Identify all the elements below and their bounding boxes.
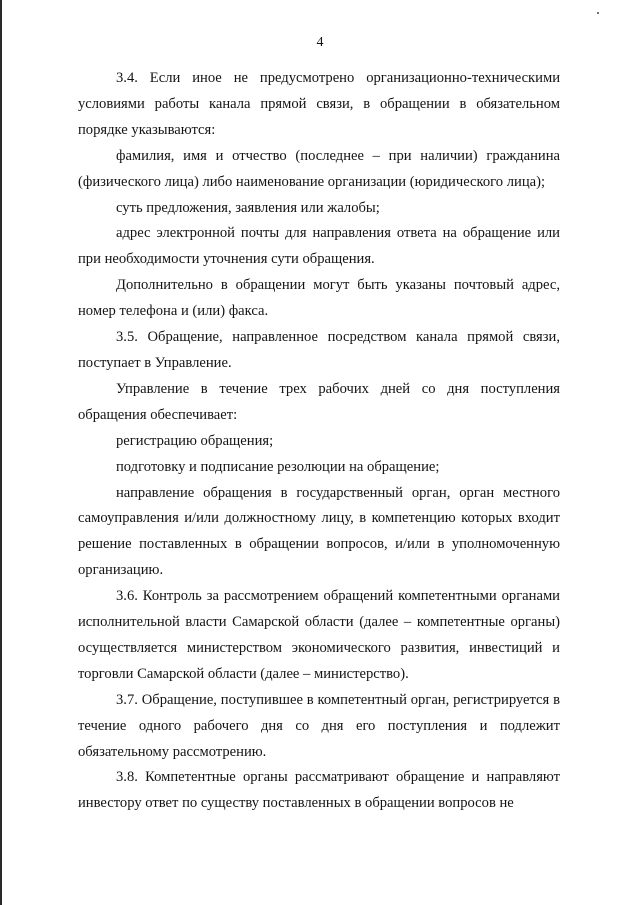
- paragraph-3-5: 3.5. Обращение, направленное посредством канала прямой связи, поступает в Управление.: [78, 329, 560, 371]
- page-number: 4: [316, 35, 324, 50]
- paragraph-resolution: подготовку и подписание резолюции на обращение;: [116, 458, 440, 475]
- paragraph-direction: направление обращения в государственный орган, орган местного самоуправления и/или должностному лицу, в компетенцию которых входит решение поставленных в обращении вопросов, и/или в уполномоченную организацию.: [78, 484, 560, 579]
- paragraph-3-4: 3.4. Если иное не предусмотрено организационно-техническими условиями работы канала прямой связи, в обращении в обязательном порядке указываются:: [78, 70, 560, 138]
- document-body: [78, 66, 560, 817]
- paragraph-email: адрес электронной почты для направления ответа на обращение или при необходимости уточнения сути обращения.: [78, 225, 560, 268]
- paragraph-additional: Дополнительно в обращении могут быть указаны почтовый адрес, номер телефона и (или) факса.: [78, 277, 560, 320]
- paragraph-essence: суть предложения, заявления или жалобы;: [116, 199, 380, 216]
- paragraph-full-name: фамилия, имя и отчество (последнее – при наличии) гражданина (физического лица) либо наименование организации (юридического лица);: [78, 147, 560, 190]
- paragraph-registration: регистрацию обращения;: [116, 432, 274, 449]
- paragraph-management: Управление в течение трех рабочих дней со дня поступления обращения обеспечивает:: [78, 380, 560, 423]
- paragraph-3-6: 3.6. Контроль за рассмотрением обращений компетентными органами исполнительной власти Самарской области (далее – компетентные органы) осуществляется министерством экономического развития, инвестиций и торговли Самарской области (далее – министерство).: [78, 588, 560, 682]
- scan-left-edge: [0, 0, 2, 905]
- scan-speck: [597, 12, 599, 14]
- paragraph-3-7: 3.7. Обращение, поступившее в компетентный орган, регистрируется в течение одного рабочего дня со дня его поступления и подлежит обязательному рассмотрению.: [78, 691, 560, 760]
- paragraph-3-8: 3.8. Компетентные органы рассматривают обращение и направляют инвестору ответ по существу поставленных в обращении вопросов не: [78, 769, 560, 812]
